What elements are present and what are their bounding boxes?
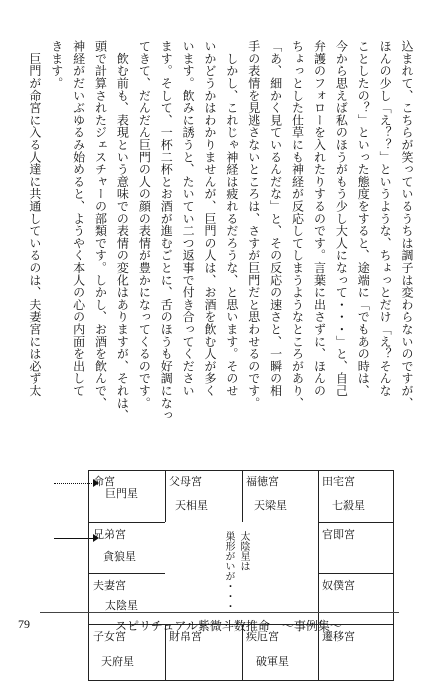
footer-divider	[40, 612, 399, 613]
palace-label: 子女宮	[93, 630, 126, 643]
center-note-2: 巣形がいが・・・	[223, 531, 234, 611]
text-column: 飲む前も、表現という意味での表情の変化はありますが、それは、	[115, 40, 130, 422]
star-label: 破軍星	[256, 655, 289, 668]
palace-label: 奴僕宮	[322, 579, 355, 592]
text-column: 手の表情を見逃さないところは、さすが巨門だと思わせるのです。	[246, 40, 261, 409]
text-column: ほんの少し「え？？」というような、ちょっとだけ「え？そんな	[378, 40, 393, 397]
text-column: きます。	[49, 40, 64, 90]
star-label: 天相星	[175, 499, 208, 512]
text-column: 込まれて、こちらが笑っているうちは調子は変わらないのですが、	[400, 40, 414, 409]
star-label: 七殺星	[332, 499, 365, 512]
palace-label: 遷移宮	[322, 630, 355, 643]
text-column: いかどうかはわかりませんが、巨門の人は、お酒を飲む人が多く	[202, 40, 217, 397]
center-note-1: 太陰星は	[238, 531, 249, 571]
text-column: てきて、だんだん巨門の人の顔の表情が豊かになってくるのです。	[137, 40, 152, 409]
text-column: しかし、これじゃ神経は疲れるだろうな、と思います。そのせ	[224, 40, 239, 397]
palace-label: 財帛宮	[169, 630, 202, 643]
text-column: ちょっとした仕草にも神経が反応してしまうようなところがあり、	[290, 40, 305, 409]
palace-label: 夫妻宮	[93, 579, 126, 592]
text-column: 弁護のフォローを入れたりするのです。言葉に出さずに、ほんの	[312, 40, 327, 397]
star-label: 巨門星	[105, 487, 138, 500]
star-label: 天梁星	[254, 499, 287, 512]
star-label: 貪狼星	[103, 550, 136, 563]
text-column: ことしたの？」といった態度をすると、途端に「でもあの時は、	[356, 40, 371, 397]
text-column: 「あ、細かく見ているんだな」と、その反応の速さと、一瞬の相	[268, 40, 283, 397]
palace-label: 田宅宮	[322, 475, 355, 488]
text-column: 今から思えば私のほうがもう少し大人になって・・・」と、自己	[334, 40, 349, 397]
text-column: 頭で計算されたジェスチャーの部類です。しかし、お酒を飲んで、	[93, 40, 108, 409]
palace-label: 命宮	[93, 475, 115, 488]
destiny-chart	[88, 470, 394, 681]
text-column: ます。そして、一杯二杯とお酒が進むごとに、舌のほうも好調になっ	[159, 40, 174, 422]
text-column: 神経がだいぶゆるみ始めると、ようやく本人の心の内面を出して	[71, 40, 86, 397]
body-text	[23, 40, 417, 446]
text-column: 巨門が命宮に入る人達に共通しているのは、夫妻宮には必ず太	[27, 40, 42, 397]
text-column: います。飲みに誘うと、たいてい二つ返事で付き合ってください	[181, 40, 196, 397]
palace-label: 疾厄宮	[246, 630, 279, 643]
palace-label: 福徳宮	[246, 475, 279, 488]
running-title: スピリチュアル紫微斗数推命 ～事例集～	[115, 619, 342, 633]
palace-label: 兄弟宮	[93, 528, 126, 541]
palace-label: 父母宮	[169, 475, 202, 488]
star-label: 太陰星	[105, 599, 138, 612]
palace-label: 官即宮	[322, 528, 355, 541]
star-label: 天府星	[101, 655, 134, 668]
page-number: 79	[18, 617, 30, 631]
